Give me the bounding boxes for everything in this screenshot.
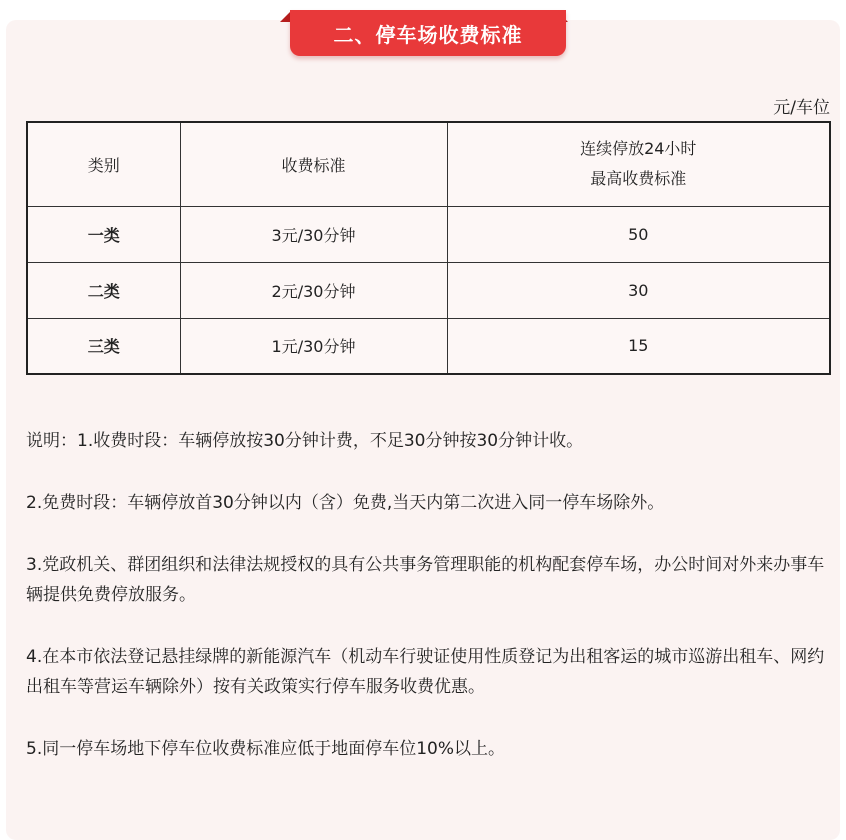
note-paragraph: 2.免费时段：车辆停放首30分钟以内（含）免费,当天内第二次进入同一停车场除外。	[26, 493, 665, 513]
section-title: 二、停车场收费标准	[290, 10, 566, 56]
notes-section	[26, 426, 834, 796]
table-row	[27, 262, 830, 318]
table-header-row	[27, 122, 830, 206]
note-paragraph: 5.同一停车场地下停车位收费标准应低于地面停车位10%以上。	[26, 739, 506, 759]
fee-table	[26, 121, 831, 375]
row-category: 一类	[27, 206, 180, 262]
header-max-line2: 最高收费标准	[590, 169, 687, 189]
header-max-fee	[447, 122, 830, 206]
row-category: 二类	[27, 262, 180, 318]
unit-label: 元/车位	[773, 98, 830, 118]
note-paragraph: 4.在本市依法登记悬挂绿牌的新能源汽车（机动车行驶证使用性质登记为出租客运的城市巡游出租车、网约出租车等营运车辆除外）按有关政策实行停车服务收费优惠。	[26, 647, 825, 697]
row-max-fee: 30	[447, 262, 830, 318]
row-standard: 1元/30分钟	[180, 318, 447, 374]
row-max-fee: 50	[447, 206, 830, 262]
row-max-fee: 15	[447, 318, 830, 374]
note-paragraph: 说明：1.收费时段：车辆停放按30分钟计费，不足30分钟按30分钟计收。	[26, 431, 584, 451]
row-standard: 2元/30分钟	[180, 262, 447, 318]
section-banner	[0, 0, 846, 60]
header-max-line1: 连续停放24小时	[580, 139, 697, 159]
table-row	[27, 318, 830, 374]
table-row	[27, 206, 830, 262]
header-standard: 收费标准	[180, 122, 447, 206]
header-category: 类别	[27, 122, 180, 206]
note-paragraph: 3.党政机关、群团组织和法律法规授权的具有公共事务管理职能的机构配套停车场，办公时间对外来办事车辆提供免费停放服务。	[26, 555, 825, 605]
row-category: 三类	[27, 318, 180, 374]
row-standard: 3元/30分钟	[180, 206, 447, 262]
